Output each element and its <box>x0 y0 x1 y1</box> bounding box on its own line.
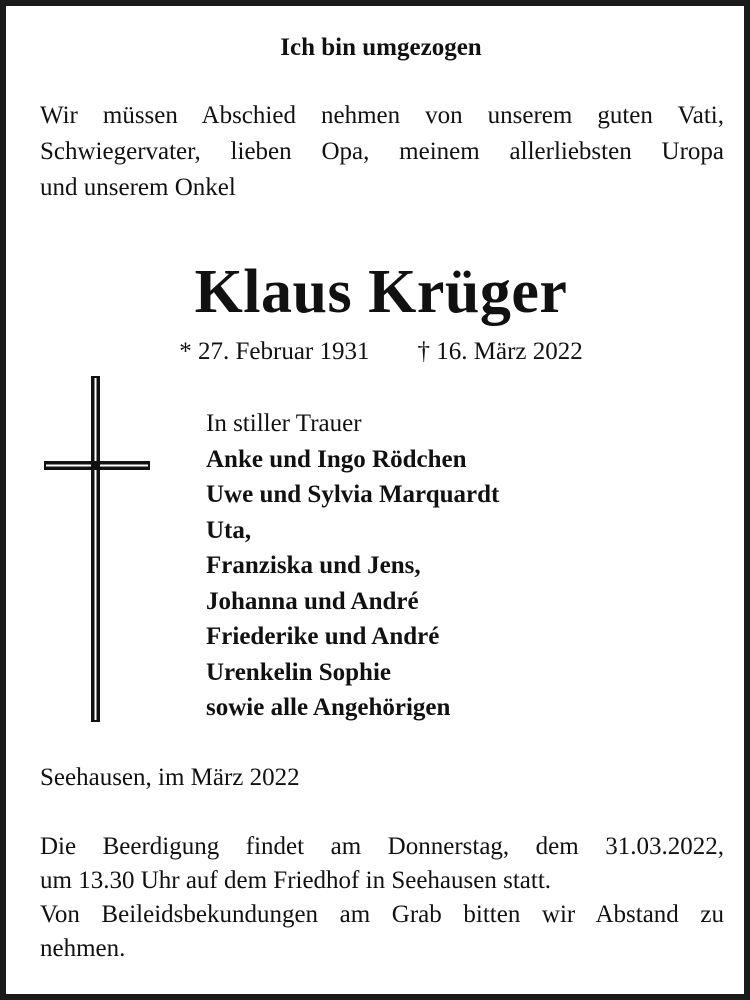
intro-line: und unserem Onkel <box>40 174 236 201</box>
mourner-name: Uta, <box>206 516 252 544</box>
life-dates <box>6 338 750 366</box>
death-date: † 16. März 2022 <box>417 338 583 365</box>
mourner-name: Uwe und Sylvia Marquardt <box>206 481 500 508</box>
mourner-name: Urenkelin Sophie <box>206 658 391 686</box>
intro-line: Schwiegervater, lieben Opa, meinem allerliebsten Uropa <box>40 138 724 165</box>
mourner-name: Anke und Ingo Rödchen <box>206 445 467 473</box>
place-date: Seehausen, im März 2022 <box>40 764 300 791</box>
mourner-name: Franziska und Jens, <box>206 552 421 579</box>
intro-text <box>40 98 724 206</box>
funeral-line: um 13.30 Uhr auf dem Friedhof in Seehausen statt. <box>40 867 552 894</box>
mourner-name: Johanna und André <box>206 587 419 615</box>
birth-date: * 27. Februar 1931 <box>179 338 370 365</box>
funeral-line: nehmen. <box>40 935 126 962</box>
funeral-line: Die Beerdigung findet am Donnerstag, dem 31.03.2022, <box>40 833 724 860</box>
deceased-name: Klaus Krüger <box>194 258 568 326</box>
mourner-name: Friederike und André <box>206 623 440 650</box>
funeral-line: Von Beileidsbekundungen am Grab bitten wir Abstand zu <box>40 901 724 928</box>
funeral-info <box>40 830 724 966</box>
motto-heading: Ich bin umgezogen <box>280 34 482 61</box>
mourning-intro: In stiller Trauer <box>206 410 362 437</box>
cross-icon <box>42 376 152 722</box>
intro-line: Wir müssen Abschied nehmen von unserem guten Vati, <box>40 102 724 129</box>
mourner-name: sowie alle Angehörigen <box>206 694 451 721</box>
mourners-block <box>206 406 499 726</box>
